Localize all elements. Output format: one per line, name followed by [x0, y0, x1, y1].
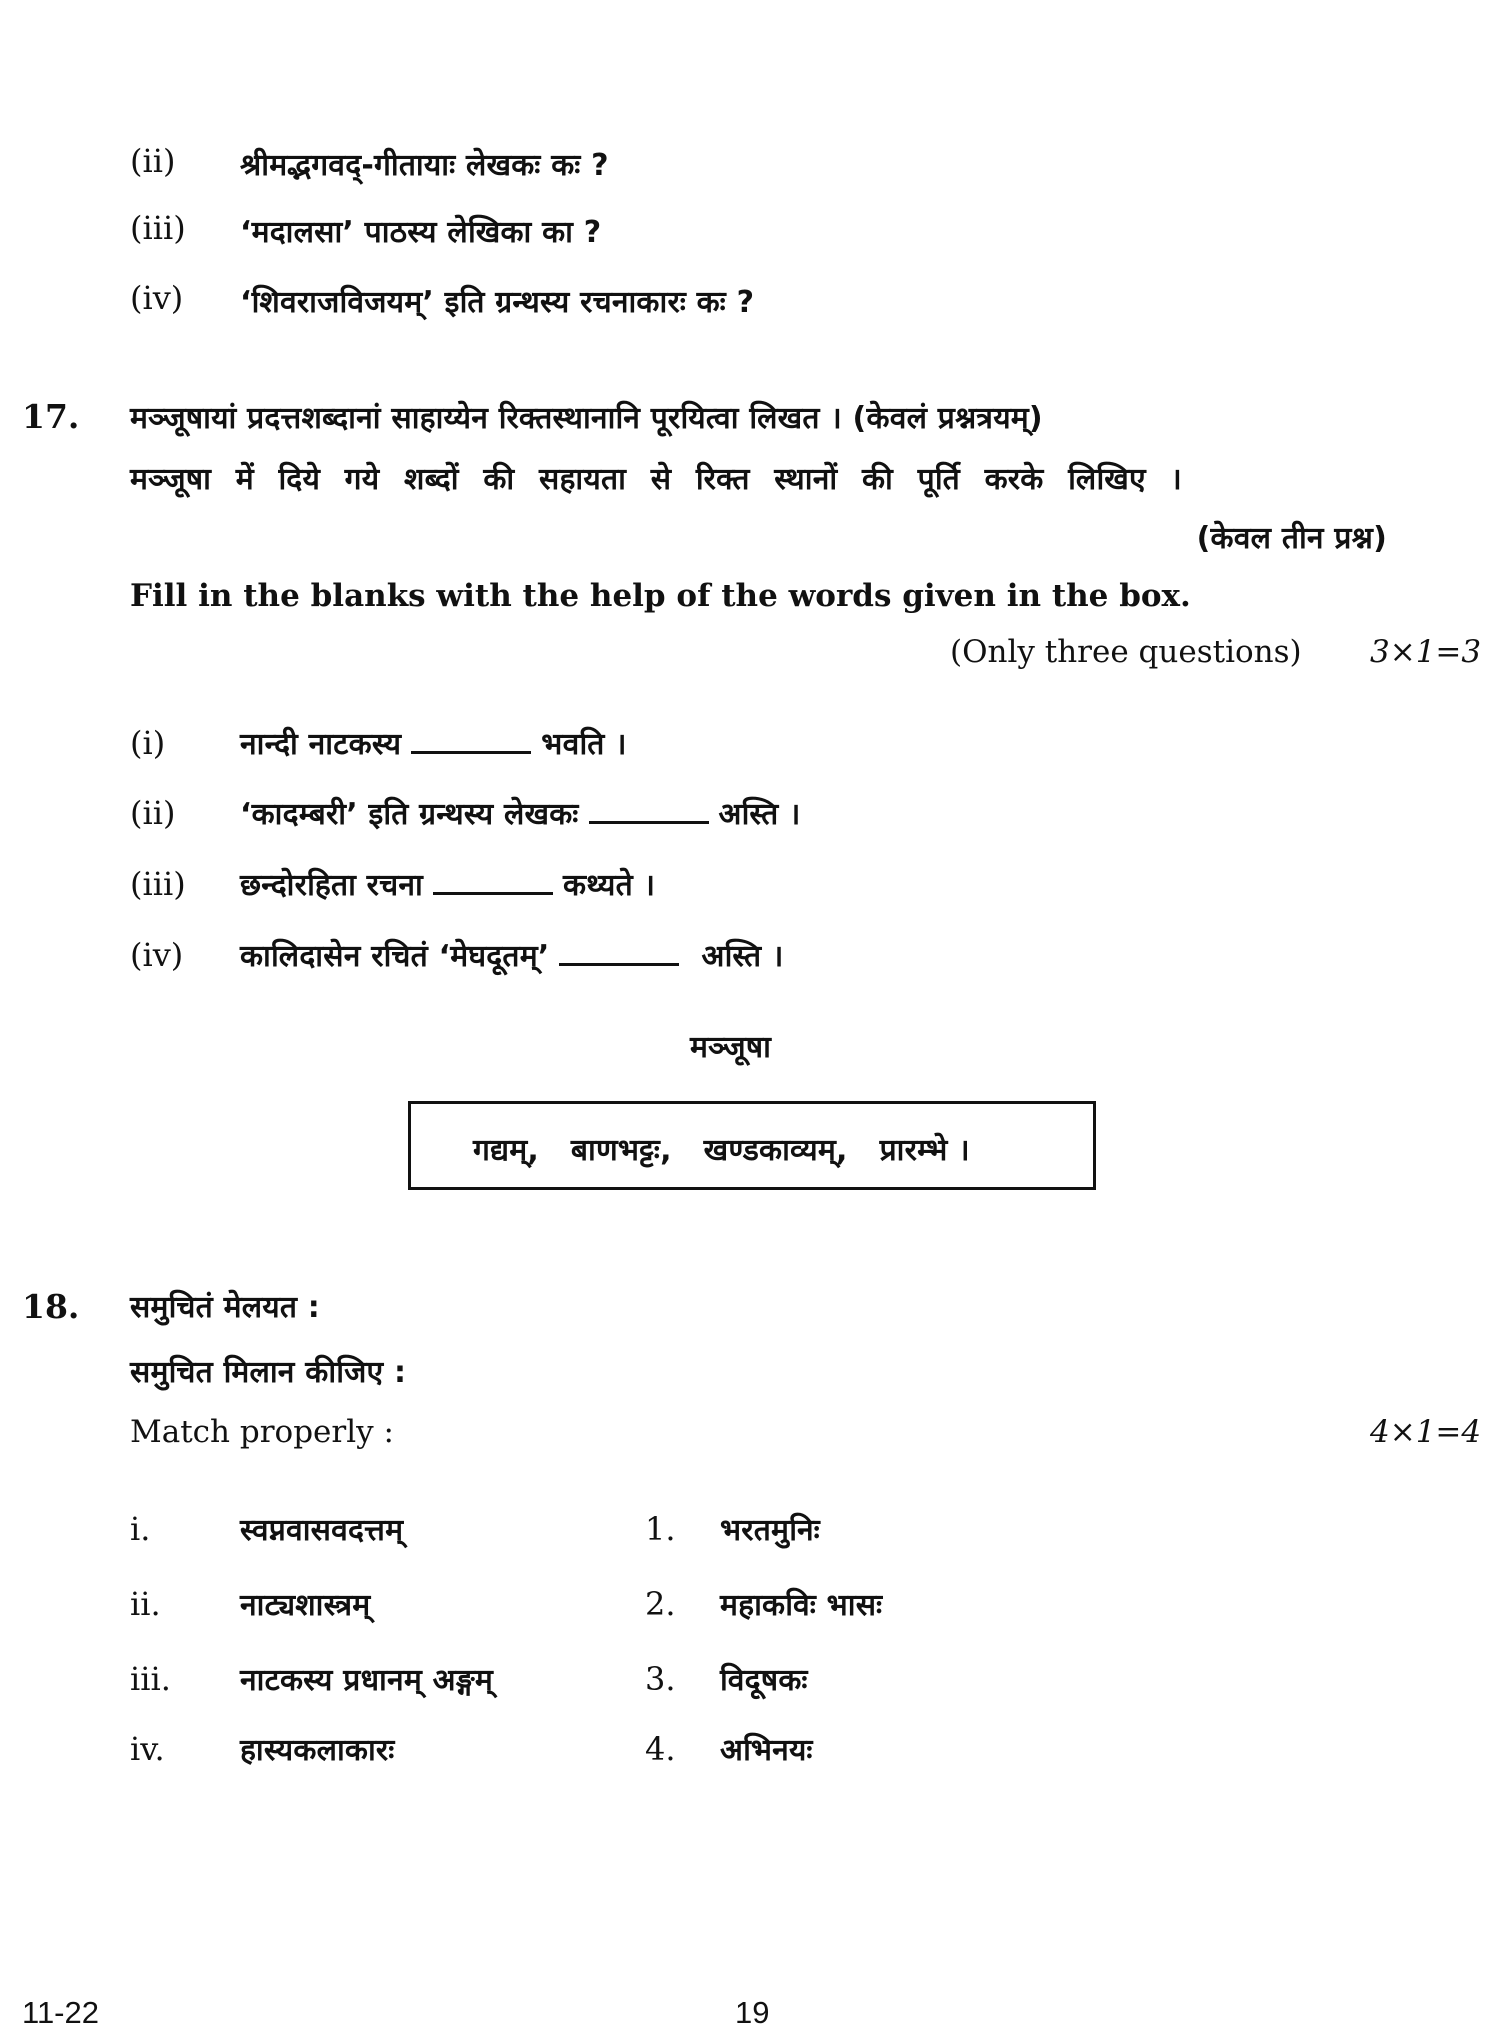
page-number: 19	[735, 1995, 770, 2030]
match-left-number: i.	[130, 1510, 151, 1548]
blank-item	[130, 792, 801, 833]
match-right-item: महाकविः भासः	[720, 1588, 883, 1623]
english-instruction: Match properly :	[130, 1414, 394, 1450]
match-left-item: नाट्यशास्त्रम्	[240, 1588, 371, 1623]
hindi-instruction: समुचित मिलान कीजिए :	[130, 1355, 407, 1390]
word-box-title: मञ्जूषा	[690, 1030, 772, 1065]
match-left-number: iii.	[130, 1660, 171, 1698]
blank-line	[411, 750, 531, 754]
q16-item-number: (iv)	[130, 279, 184, 317]
match-right-item: भरतमुनिः	[720, 1513, 820, 1548]
q16-item-text: ‘शिवराजविजयम्’ इति ग्रन्थस्य रचनाकारः कः ?	[240, 285, 755, 320]
item-number: (iv)	[130, 936, 184, 974]
marks: 3×1=3	[1370, 634, 1482, 670]
match-left-number: iv.	[130, 1730, 165, 1768]
question-number: 17.	[22, 397, 80, 436]
item-text-after: भवति ।	[541, 727, 627, 762]
match-right-item: विदूषकः	[720, 1663, 808, 1698]
item-number: (i)	[130, 724, 166, 762]
blank-line	[433, 891, 553, 895]
q16-item-number: (ii)	[130, 142, 176, 180]
hindi-instruction: मञ्जूषा में दिये गये शब्दों की सहायता से रिक्त स्थानों की पूर्ति करके लिखिए ।	[130, 462, 1182, 497]
item-text-before: ‘कादम्बरी’ इति ग्रन्थस्य लेखकः	[240, 797, 579, 832]
blank-line	[589, 820, 709, 824]
blank-line	[559, 962, 679, 966]
blank-item	[130, 934, 784, 975]
english-instruction: Fill in the blanks with the help of the words given in the box.	[130, 578, 1191, 614]
item-text-after: अस्ति ।	[701, 939, 784, 974]
item-text-after: अस्ति ।	[718, 797, 801, 832]
match-right-item: अभिनयः	[720, 1733, 813, 1768]
item-text-before: छन्दोरहिता रचना	[240, 868, 424, 903]
sanskrit-instruction: मञ्जूषायां प्रदत्तशब्दानां साहाय्येन रिक्तस्थानानि पूरयित्वा लिखत । (केवलं प्रश्नत्रयम्)	[130, 401, 1043, 436]
match-left-item: हास्यकलाकारः	[240, 1733, 395, 1768]
match-left-item: नाटकस्य प्रधानम् अङ्गम्	[240, 1663, 494, 1698]
item-text-before: नान्दी नाटकस्य	[240, 727, 402, 762]
marks: 4×1=4	[1370, 1414, 1482, 1450]
match-left-item: स्वप्नवासवदत्तम्	[240, 1513, 404, 1548]
item-text-before: कालिदासेन रचितं ‘मेघदूतम्’	[240, 939, 550, 974]
item-number: (iii)	[130, 865, 186, 903]
match-right-number: 1.	[645, 1510, 676, 1548]
match-left-number: ii.	[130, 1585, 161, 1623]
match-right-number: 3.	[645, 1660, 676, 1698]
item-number: (ii)	[130, 794, 176, 832]
word-box	[408, 1101, 1096, 1190]
match-right-number: 4.	[645, 1730, 676, 1768]
english-note: (Only three questions)	[950, 634, 1302, 670]
blank-item	[130, 863, 655, 904]
q16-item-number: (iii)	[130, 209, 186, 247]
item-text-after: कथ्यते ।	[563, 868, 656, 903]
blank-item	[130, 722, 627, 763]
question-number: 18.	[22, 1287, 80, 1326]
paper-code: 11-22	[22, 1995, 99, 2030]
hindi-note: (केवल तीन प्रश्न)	[1196, 521, 1387, 556]
q16-item-text: ‘मदालसा’ पाठस्य लेखिका का ?	[240, 215, 602, 250]
word-box-words: गद्यम्, बाणभट्टः, खण्डकाव्यम्, प्रारम्भे ।	[473, 1133, 970, 1168]
q16-item-text: श्रीमद्भगवद्-गीतायाः लेखकः कः ?	[240, 148, 609, 183]
sanskrit-instruction: समुचितं मेलयत :	[130, 1290, 321, 1325]
match-right-number: 2.	[645, 1585, 676, 1623]
